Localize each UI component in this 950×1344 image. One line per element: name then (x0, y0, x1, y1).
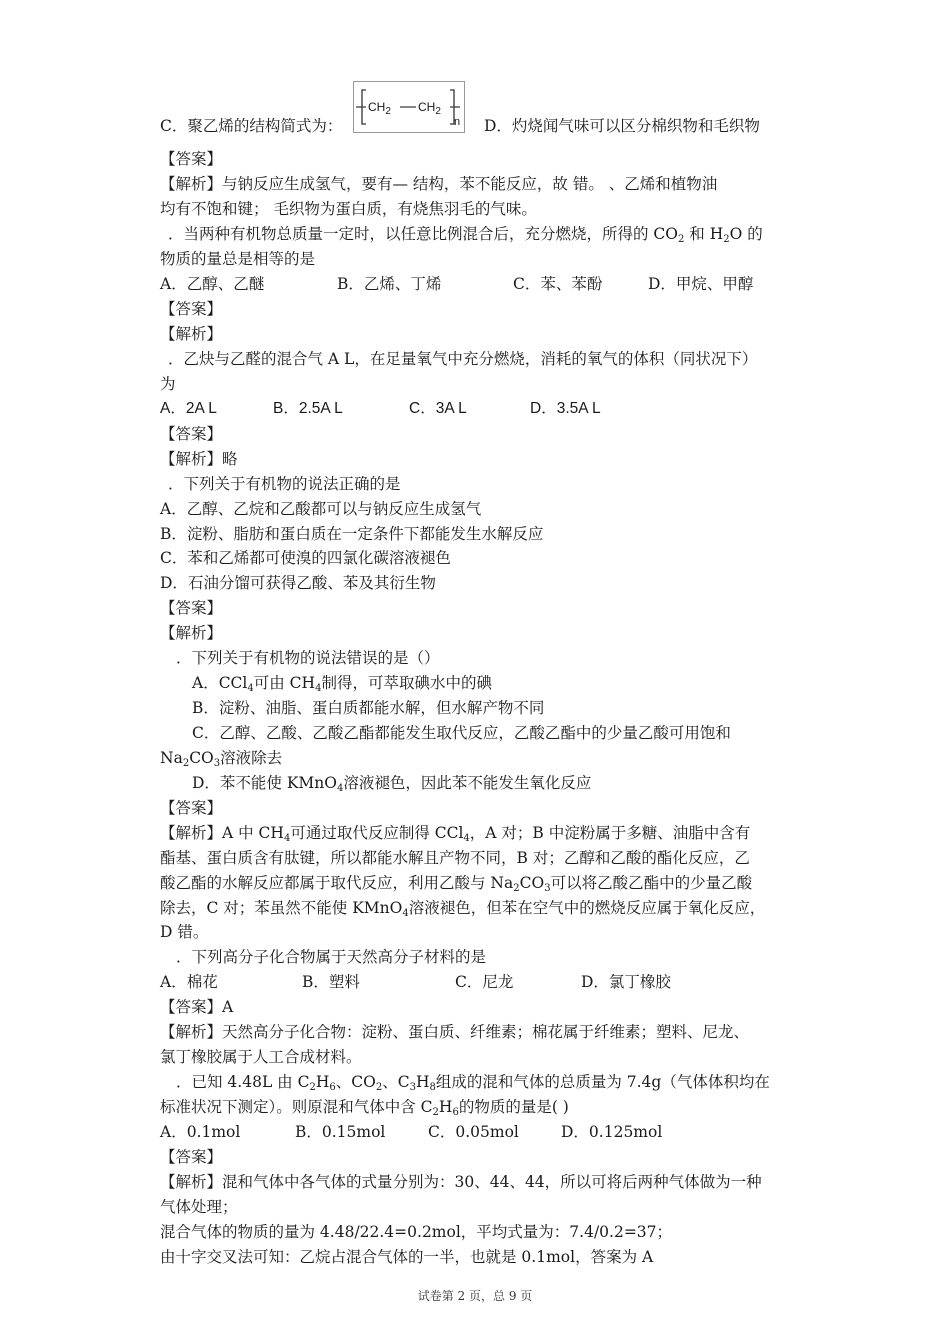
q7-stem-1: ．已知 4.48L 由 $C_2H_6$、$CO_2$、$C_3H_8$组成的混和气体的总质量为 7.4g（气体体积均在 (176, 1073, 770, 1093)
q4-stem: ．下列关于有机物的说法正确的是 (168, 475, 401, 493)
q5-option-a: A．CCl$_4$可由 $CH_4$制得，可萃取碘水中的碘 (192, 674, 492, 694)
q3-option-d: D．3.5A L (530, 400, 601, 417)
q5-explanation-4: 除去，C 对；苯虽然不能使 KMnO$_4$溶液褪色，但苯在空气中的燃烧反应属于氧化反应， (160, 899, 766, 919)
q3-option-c: C．3A L (409, 400, 467, 417)
q6-answer: 【答案】A (160, 998, 234, 1016)
q7-explanation-2: 气体处理； (160, 1198, 238, 1216)
q6-option-d: D．氯丁橡胶 (581, 973, 671, 991)
q2-option-d: D．甲烷、甲醇 (648, 275, 754, 293)
q7-explanation-1: 【解析】混和气体中各气体的式量分别为：30、44、44，所以可将后两种气体做为一种 (160, 1173, 762, 1191)
q7-option-d: D．0.125mol (561, 1123, 663, 1141)
q7-option-a: A．0.1mol (160, 1123, 241, 1141)
q5-explanation-3: 酸乙酯的水解反应都属于取代反应，利用乙酸与 $Na_2CO_3$可以将乙酸乙酯中的少量乙酸 (160, 874, 753, 894)
q2-option-c: C．苯、苯酚 (513, 275, 603, 293)
q1-option-d: D．灼烧闻气味可以区分棉织物和毛织物 (484, 117, 760, 135)
q5-option-b: B．淀粉、油脂、蛋白质都能水解，但水解产物不同 (192, 699, 545, 717)
q7-option-c: C．0.05mol (428, 1123, 519, 1141)
q4-answer: 【答案】 (160, 599, 223, 617)
q1-explanation-2: 均有不饱和键； 毛织物为蛋白质，有烧焦羽毛的气味。 (160, 200, 537, 218)
q7-stem-2: 标准状况下测定）。则原混和气体中含 $C_2H_6$的物质的量是( ) (160, 1098, 569, 1118)
q6-option-c: C．尼龙 (455, 973, 514, 991)
q5-explanation-2: 酯基、蛋白质含有肽键，所以都能水解且产物不同，B 对；乙醇和乙酸的酯化反应，乙 (160, 849, 750, 867)
q5-option-c-2: $Na_2CO_3$溶液除去 (160, 749, 283, 769)
q3-option-b: B．2.5A L (273, 400, 343, 417)
q3-explanation: 【解析】略 (160, 450, 238, 468)
q3-stem-1: ．乙炔与乙醛的混合气 A L，在足量氧气中充分燃烧，消耗的氧气的体积（同状况下） (168, 350, 758, 368)
q5-stem: ．下列关于有机物的说法错误的是（） (176, 649, 440, 667)
q7-answer: 【答案】 (160, 1148, 223, 1166)
q4-explanation: 【解析】 (160, 624, 223, 642)
q4-option-a: A．乙醇、乙烷和乙酸都可以与钠反应生成氢气 (160, 500, 482, 518)
q7-explanation-3: 混合气体的物质的量为 4.48/22.4=0.2mol，平均式量为：7.4/0.2=37； (160, 1223, 673, 1241)
page-footer: 试卷第 2 页，总 9 页 (417, 1289, 533, 1303)
q5-option-c-1: C．乙醇、乙酸、乙酸乙酯都能发生取代反应，乙酸乙酯中的少量乙酸可用饱和 (192, 724, 731, 742)
q5-explanation-1: 【解析】A 中 $CH_4$可通过取代反应制得 CCl$_4$，A 对；B 中淀粉属于多糖、油脂中含有 (160, 824, 751, 844)
q2-explanation: 【解析】 (160, 325, 223, 343)
q2-answer: 【答案】 (160, 300, 223, 318)
q6-option-a: A．棉花 (160, 973, 218, 991)
q3-answer: 【答案】 (160, 425, 223, 443)
q5-explanation-5: D 错。 (160, 923, 209, 941)
q1-option-c: C．聚乙烯的结构简式为： (160, 117, 343, 135)
q7-option-b: B．0.15mol (295, 1123, 386, 1141)
q6-explanation-2: 氯丁橡胶属于人工合成材料。 (160, 1048, 362, 1066)
q4-option-d: D．石油分馏可获得乙酸、苯及其衍生物 (160, 574, 436, 592)
polymer-unit-left: $CH_2$ (368, 100, 391, 117)
q1-explanation-1: 【解析】与钠反应生成氢气，要有— 结构，苯不能反应，故 错。 、乙烯和植物油 (160, 175, 718, 193)
q1-answer: 【答案】 (160, 150, 223, 168)
q6-explanation-1: 【解析】天然高分子化合物：淀粉、蛋白质、纤维素；棉花属于纤维素；塑料、尼龙、 (160, 1023, 750, 1041)
q4-option-b: B．淀粉、脂肪和蛋白质在一定条件下都能发生水解反应 (160, 525, 544, 543)
q7-explanation-4: 由十字交叉法可知：乙烷占混合气体的一半，也就是 0.1mol，答案为 A (160, 1248, 654, 1266)
polyethylene-structure-image (353, 81, 465, 133)
q2-stem-1: ．当两种有机物总质量一定时，以任意比例混合后，充分燃烧，所得的 $CO_2$ 和 $H_2O$ 的 (168, 225, 763, 245)
polymer-unit-right: $CH_2$ (418, 100, 441, 117)
q4-option-c: C．苯和乙烯都可使溴的四氯化碳溶液褪色 (160, 549, 451, 567)
q3-option-a: A．2A L (160, 400, 217, 417)
q3-stem-2: 为 (160, 375, 176, 393)
q2-option-b: B．乙烯、丁烯 (337, 275, 442, 293)
q5-option-d: D．苯不能使 KMnO$_4$溶液褪色，因此苯不能发生氧化反应 (192, 774, 592, 794)
q6-option-b: B．塑料 (302, 973, 360, 991)
q5-answer: 【答案】 (160, 799, 223, 817)
polymer-n: n (454, 116, 461, 128)
q2-option-a: A．乙醇、乙醚 (160, 275, 265, 293)
q2-stem-2: 物质的量总是相等的是 (160, 250, 316, 268)
q6-stem: ．下列高分子化合物属于天然高分子材料的是 (176, 948, 487, 966)
